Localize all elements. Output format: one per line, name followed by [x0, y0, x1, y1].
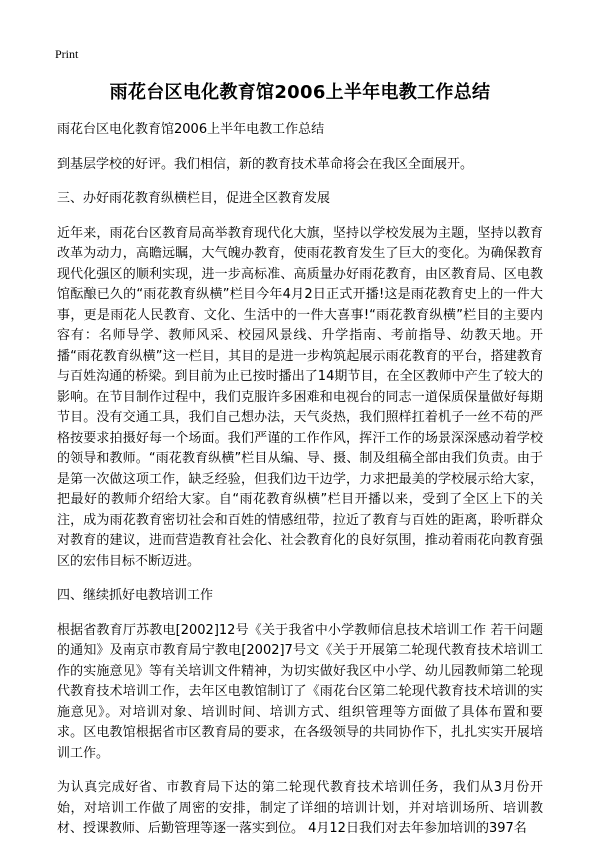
paragraph: 近年来，雨花台区教育局高举教育现代化大旗，坚持以学校发展为主题，坚持以教育改革为动力，高瞻远瞩，大气魄办教育，使雨花教育发生了巨大的变化。为确保教育现代化强区的顺利实现，进一步高标准、高质量办好雨花教育，由区教育局、区电教馆酝酿已久的“雨花教育纵横”栏目今年4月2日正式开播!这是雨花教育史上的一件大事，更是雨花人民教育、文化、生活中的一件大喜事!“雨花教育纵横”栏目的主要内容有：名师导学、教师风采、校园风景线、升学指南、考前指导、幼教天地。开播“雨花教育纵横”这一栏目，其目的是进一步构筑起展示雨花教育的平台，搭建教育与百姓沟通的桥梁。到目前为止已按时播出了14期节目，在全区教师中产生了较大的影响。在节目制作过程中，我们克服许多困难和电视台的同志一道保质保量做好每期节目。没有交通工具，我们自己想办法，天气炎热，我们照样扛着机子一丝不苟的严格按要求拍摄好每一个场面。我们严谨的工作作风，挥汗工作的场景深深感动着学校的领导和教师。“雨花教育纵横”栏目从编、导、摄、制及组稿全部由我们负责。由于是第一次做这项工作，缺乏经验，但我们边干边学，力求把最美的学校展示给大家，把最好的教师介绍给大家。自“雨花教育纵横”栏目开播以来，受到了全区上下的关注，成为雨花教育密切社会和百姓的情感纽带，拉近了教育与百姓的距离，聆听群众对教育的建议，进而营造教育社会化、社会教育化的良好氛围，推动着雨花向教育强区的宏伟目标不断迈进。 — [57, 225, 543, 569]
section-heading: 三、办好雨花教育纵横栏目，促进全区教育发展 — [57, 191, 331, 206]
print-link[interactable]: Print — [55, 47, 79, 61]
paragraph: 根据省教育厅苏教电[2002]12号《关于我省中小学教师信息技术培训工作 若干问题的通知》及南京市教育局宁教电[2002]7号文《关于开展第二轮现代教育技术培训工作的实施意见》等有关培训文件精神，为切实做好我区中小学、幼儿园教师第二轮现代教育技术培训工作，去年区电教馆制订了《雨花台区第二轮现代教育技术培训的实施意见》。对培训对象、培训时间、培训方式、组织管理等方面做了具体布置和要求。区电教馆根据省市区教育局的要求，在各级领导的共同协作下，扎扎实实开展培训工作。 — [57, 622, 543, 761]
page-title: 雨花台区电化教育馆2006上半年电教工作总结 — [109, 82, 491, 103]
paragraph: 到基层学校的好评。我们相信，新的教育技术革命将会在我区全面展开。 — [57, 156, 474, 172]
article-body — [57, 120, 543, 854]
section-heading: 四、继续抓好电教培训工作 — [57, 588, 214, 603]
paragraph-subtitle: 雨花台区电化教育馆2006上半年电教工作总结 — [57, 122, 325, 137]
paragraph: 为认真完成好省、市教育局下达的第二轮现代教育技术培训任务，我们从3月份开始，对培训工作做了周密的安排，制定了详细的培训计划，并对培训场所、培训教材、授课教师、后勤管理等逐一落实到位。 4月12日我们对去年参加培训的397名 — [57, 780, 543, 836]
